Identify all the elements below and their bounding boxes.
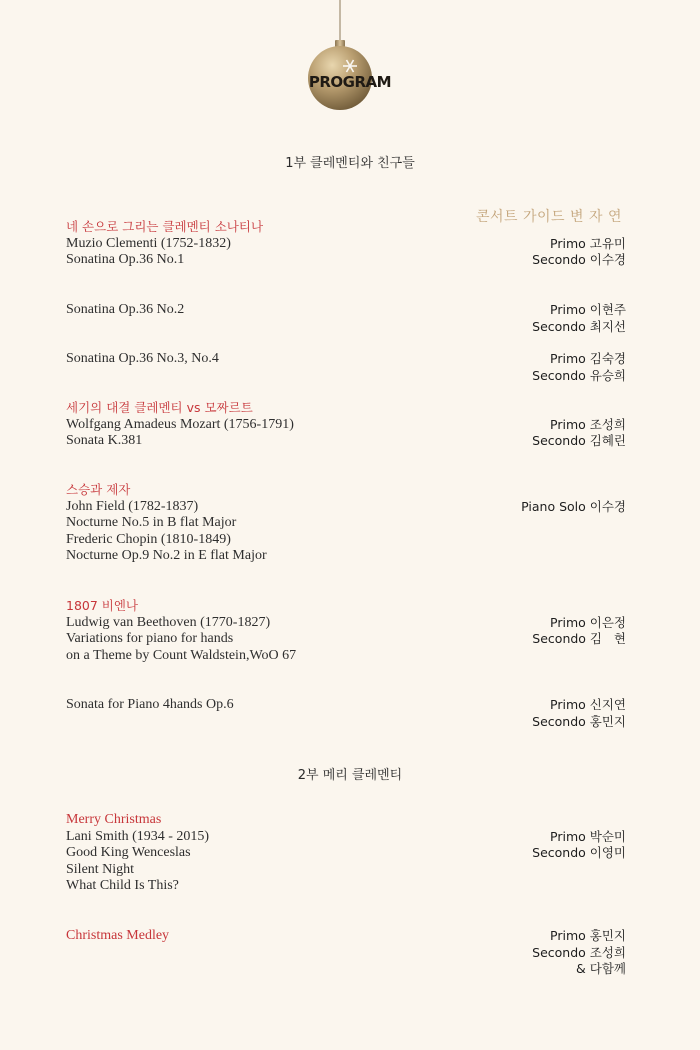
performer: Secondo 홍민지 xyxy=(532,713,626,729)
performer: Secondo 유승희 xyxy=(532,367,626,383)
entry-line: Nocturne No.5 in B flat Major xyxy=(66,515,237,530)
performer: Secondo 이수경 xyxy=(532,252,626,267)
entry-heading: Christmas Medley xyxy=(66,928,170,943)
performer: Primo 신지연 xyxy=(550,697,626,712)
performer: Primo 고유미 xyxy=(550,235,626,251)
performer: Secondo 김혜린 xyxy=(532,433,626,448)
entry-heading: Merry Christmas xyxy=(66,812,162,827)
entry-line: Nocturne Op.9 No.2 in E flat Major xyxy=(66,548,267,563)
performer: Piano Solo 이수경 xyxy=(521,498,626,514)
entry-line: Lani Smith (1934 - 2015) xyxy=(66,828,210,844)
entry-line: Sonata for Piano 4hands Op.6 xyxy=(66,697,234,712)
entry-line: Good King Wenceslas xyxy=(66,845,191,860)
entry-line: Sonatina Op.36 No.2 xyxy=(66,302,185,317)
entry-line: Ludwig van Beethoven (1770-1827) xyxy=(66,614,271,630)
program-title: PROGRAM xyxy=(308,73,392,91)
entry-line: Silent Night xyxy=(66,861,135,877)
performer: Secondo 조성희 xyxy=(532,944,626,960)
entry-line: Sonata K.381 xyxy=(66,433,143,448)
entry-line: Sonatina Op.36 No.1 xyxy=(66,252,185,267)
christmas-ornament-icon xyxy=(290,0,390,120)
performer: & 다함께 xyxy=(576,961,626,976)
part1-title: 1부 클레멘티와 친구들 xyxy=(285,156,415,171)
part2-title: 2부 메리 클레멘티 xyxy=(297,768,403,783)
performer: Secondo 최지선 xyxy=(532,318,626,334)
performer: Secondo 이영미 xyxy=(532,845,626,860)
entry-line: on a Theme by Count Waldstein,WoO 67 xyxy=(66,647,297,663)
performer: Primo 조성희 xyxy=(550,416,626,432)
entry-line: Wolfgang Amadeus Mozart (1756-1791) xyxy=(66,416,294,432)
entry-line: John Field (1782-1837) xyxy=(66,498,199,514)
performer: Primo 이은정 xyxy=(550,614,626,630)
entry-line: What Child Is This? xyxy=(66,878,179,893)
performer: Primo 김숙경 xyxy=(550,351,626,366)
entry-heading: 스승과 제자 xyxy=(66,482,131,497)
performer: Primo 홍민지 xyxy=(550,928,626,943)
entry-line: Frederic Chopin (1810-1849) xyxy=(66,531,231,547)
entry-line: Sonatina Op.36 No.3, No.4 xyxy=(66,351,219,366)
entry-line: Muzio Clementi (1752-1832) xyxy=(66,235,231,251)
performer: Primo 박순미 xyxy=(550,828,626,844)
entry-heading: 세기의 대결 클레멘티 vs 모짜르트 xyxy=(66,400,253,415)
entry-heading: 1807 비엔나 xyxy=(66,598,139,613)
entry-line: Variations for piano for hands xyxy=(66,631,234,646)
entry-heading: 네 손으로 그리는 클레멘티 소나티나 xyxy=(66,219,264,234)
concert-guide: 콘서트 가이드 변 자 연 xyxy=(475,209,622,225)
performer: Secondo 김 현 xyxy=(532,631,626,646)
performer: Primo 이현주 xyxy=(550,302,626,317)
